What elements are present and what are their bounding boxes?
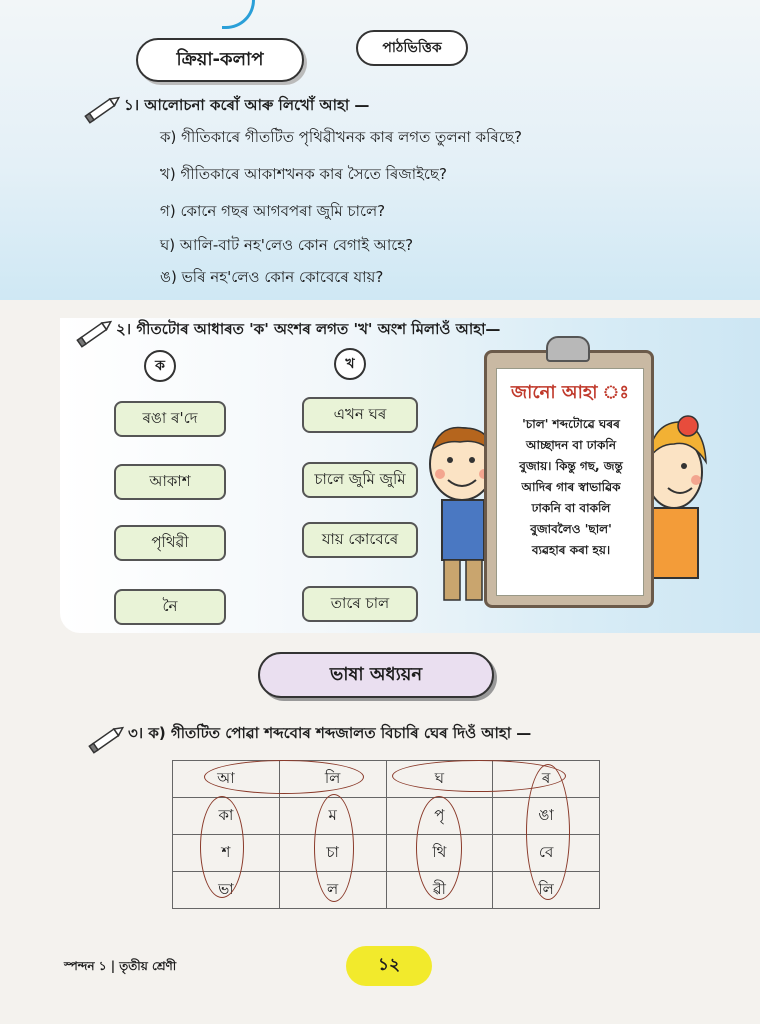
match-item-b: এখন ঘৰ: [302, 397, 418, 433]
grid-cell: ল: [279, 872, 386, 909]
language-study-header: ভাষা অধ্যয়ন: [258, 652, 494, 698]
answer-oval: [416, 796, 462, 900]
know-box-line: বুজাবলৈও 'ছাল': [530, 522, 612, 536]
match-item-b: চালে জুমি জুমি: [302, 462, 418, 498]
answer-oval: [526, 764, 570, 900]
girl-illustration: [644, 400, 714, 600]
pencil-icon: [88, 722, 128, 754]
grid-cell: ভা: [173, 872, 280, 909]
q2-heading: ২। গীতটোৰ আধাৰত 'ক' অংশৰ লগত 'খ' অংশ মিলাওঁ আহা—: [116, 320, 501, 338]
grid-cell: পৃ: [386, 798, 493, 835]
text-based-header: পাঠভিত্তিক: [356, 30, 468, 66]
grid-cell: শ: [173, 835, 280, 872]
know-box-line: আদিৰ গাৰ স্বাভাৱিক: [521, 480, 621, 494]
match-item-a: নৈ: [114, 589, 226, 625]
column-b-label: খ: [334, 348, 366, 380]
q1-item: খ) গীতিকাৰে আকাশখনক কাৰ সৈতে ৰিজাইছে?: [160, 165, 447, 183]
match-item-b: তাৰে চাল: [302, 586, 418, 622]
clipboard-clip: [546, 336, 590, 362]
q1-item: গ) কোনে গছৰ আগবপৰা জুমি চালে?: [160, 202, 386, 220]
grid-cell: আ: [173, 761, 280, 798]
grid-cell: বে: [493, 835, 600, 872]
activity-header: ক্রিয়া-কলাপ: [136, 38, 304, 82]
grid-cell: ঙা: [493, 798, 600, 835]
match-item-a: ৰঙা ৰ'দে: [114, 401, 226, 437]
know-box-line: 'চাল' শব্দটোৱে ঘৰৰ: [522, 417, 620, 431]
match-item-b: যায় কোবেৰে: [302, 522, 418, 558]
grid-cell: চা: [279, 835, 386, 872]
answer-oval: [314, 794, 354, 902]
page-number: ১২: [346, 946, 432, 986]
q1-item: ঘ) আলি-বাট নহ'লেও কোন বেগাই আহে?: [160, 236, 414, 254]
column-a-label: ক: [144, 350, 176, 382]
q1-item: ঙ) ভৰি নহ'লেও কোন কোবেৰে যায়?: [160, 268, 384, 286]
grid-cell: লি: [493, 872, 600, 909]
grid-cell: ম: [279, 798, 386, 835]
grid-cell: ঘ: [386, 761, 493, 798]
grid-cell: ৰ: [493, 761, 600, 798]
answer-oval: [200, 796, 244, 898]
know-box-title: জানো আহা ঃ: [511, 382, 629, 403]
know-box-line: আচ্ছাদন বা ঢাকনি: [525, 438, 617, 452]
q3-heading: ৩। ক) গীতটিত পোৱা শব্দবোৰ শব্দজালত বিচাৰি ঘেৰ দিওঁ আহা —: [128, 724, 532, 742]
pencil-icon: [84, 92, 124, 124]
grid-cell: ৱী: [386, 872, 493, 909]
grid-cell: কা: [173, 798, 280, 835]
footer-book-title: স্পন্দন ১ | তৃতীয় শ্ৰেণী: [64, 959, 177, 973]
know-box-line: ঢাকনি বা বাকলি: [531, 501, 611, 515]
q1-item: ক) গীতিকাৰে গীতটিত পৃথিৱীখনক কাৰ লগত তুলনা কৰিছে?: [160, 128, 522, 146]
know-box-line: বুজায়। কিন্তু গছ, জন্তু: [519, 459, 623, 473]
q1-heading: ১। আলোচনা কৰোঁ আৰু লিখোঁ আহা —: [124, 96, 370, 114]
grid-cell: লি: [279, 761, 386, 798]
grid-cell: থি: [386, 835, 493, 872]
match-item-a: আকাশ: [114, 464, 226, 500]
pencil-icon: [76, 316, 116, 348]
know-box-line: ব্যৱহাৰ কৰা হয়।: [531, 543, 611, 557]
know-box-body: [502, 414, 640, 561]
answer-oval: [204, 760, 364, 794]
match-item-a: পৃথিৱী: [114, 525, 226, 561]
